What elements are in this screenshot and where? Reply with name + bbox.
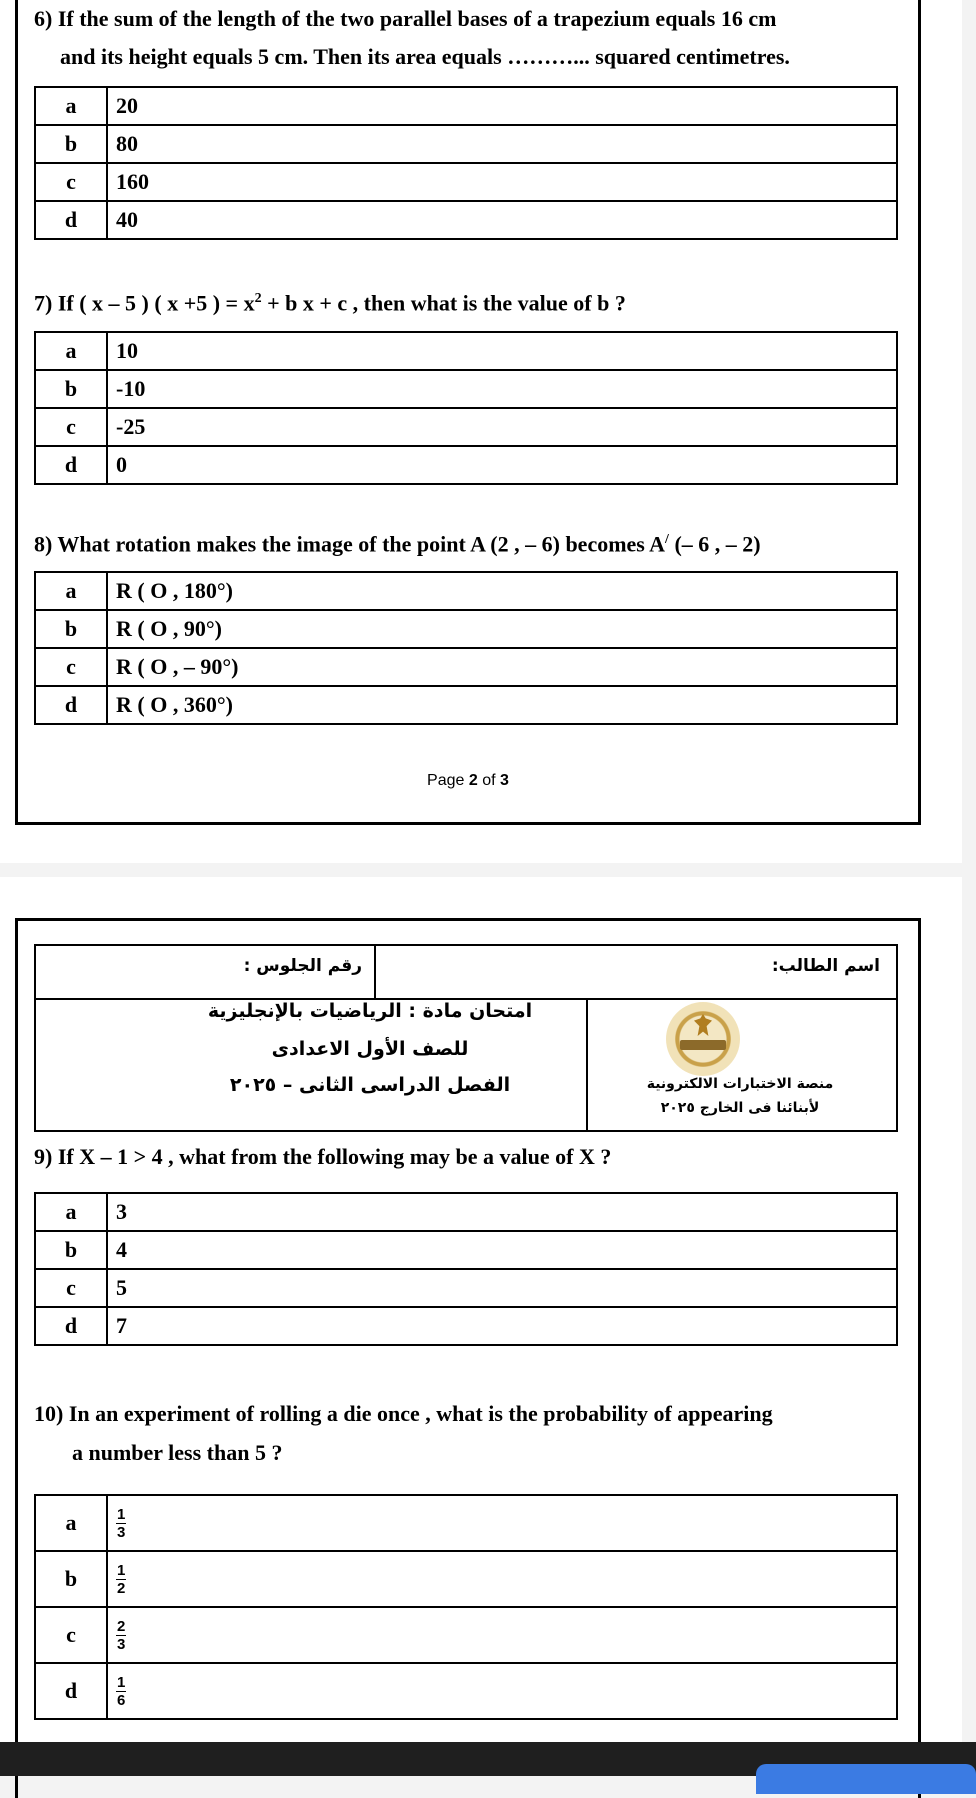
option-letter: b (35, 610, 107, 648)
fraction-denominator: 2 (117, 1579, 126, 1597)
option-letter: b (35, 1231, 107, 1269)
platform-tagline: لأبنائنا فى الخارج ٢٠٢٥ (660, 1100, 820, 1116)
option-fraction (107, 1495, 897, 1551)
question-8-suffix: (– 6 , – 2) (668, 531, 761, 557)
option-text: 80 (107, 125, 897, 163)
option-row[interactable] (35, 201, 897, 239)
option-letter: d (35, 1663, 107, 1719)
exam-grade: للصف الأول الاعدادى (271, 1038, 469, 1060)
option-row[interactable] (35, 1607, 897, 1663)
student-name-label: اسم الطالب: (771, 956, 880, 976)
option-letter: b (35, 370, 107, 408)
option-letter: a (35, 87, 107, 125)
option-fraction (107, 1607, 897, 1663)
option-letter: b (35, 125, 107, 163)
option-row[interactable] (35, 1193, 897, 1231)
header-name-row (36, 946, 896, 1000)
option-letter: d (35, 446, 107, 484)
option-row[interactable] (35, 648, 897, 686)
fraction-denominator: 3 (117, 1523, 126, 1541)
option-fraction (107, 1663, 897, 1719)
option-text: 4 (107, 1231, 897, 1269)
exam-term: الفصل الدراسى الثانى – ٢٠٢٥ (229, 1074, 511, 1096)
question-7 (34, 280, 626, 322)
option-letter: a (35, 1193, 107, 1231)
option-text: 7 (107, 1307, 897, 1345)
question-8-options (34, 571, 898, 725)
option-fraction (107, 1551, 897, 1607)
option-text: R ( O , 90°) (107, 610, 897, 648)
question-10-line1: 10) In an experiment of rolling a die once , what is the probability of appearing (34, 1401, 773, 1426)
page-label: Page (427, 772, 465, 789)
page-of: of (482, 772, 496, 789)
option-text: R ( O , – 90°) (107, 648, 897, 686)
eagle-icon (694, 1014, 712, 1036)
option-row[interactable] (35, 446, 897, 484)
option-row[interactable] (35, 1663, 897, 1719)
option-letter: d (35, 1307, 107, 1345)
option-row[interactable] (35, 686, 897, 724)
option-text: 20 (107, 87, 897, 125)
option-text: R ( O , 360°) (107, 686, 897, 724)
option-row[interactable] (35, 1269, 897, 1307)
option-row[interactable] (35, 1231, 897, 1269)
fraction-numerator: 2 (117, 1617, 126, 1635)
question-7-exponent: 2 (254, 291, 262, 306)
option-row[interactable] (35, 332, 897, 370)
question-7-prefix: 7) If ( x – 5 ) ( x +5 ) = x (34, 290, 255, 316)
option-text: 0 (107, 446, 897, 484)
option-letter: a (35, 572, 107, 610)
option-text: 10 (107, 332, 897, 370)
question-8-prefix: 8) What rotation makes the image of the point A (2 , – 6) becomes A (34, 531, 666, 557)
question-7-options (34, 331, 898, 485)
question-8-prime: / (665, 532, 669, 547)
option-letter: b (35, 1551, 107, 1607)
option-letter: a (35, 332, 107, 370)
option-row[interactable] (35, 1495, 897, 1551)
option-letter: d (35, 686, 107, 724)
option-row[interactable] (35, 87, 897, 125)
fraction-numerator: 1 (117, 1673, 126, 1691)
option-row[interactable] (35, 408, 897, 446)
question-9-options (34, 1192, 898, 1346)
question-10-options (34, 1494, 898, 1720)
question-7-suffix: + b x + c , then what is the value of b ? (261, 290, 626, 316)
option-letter: c (35, 1607, 107, 1663)
option-row[interactable] (35, 1307, 897, 1345)
question-10-line2: a number less than 5 ? (72, 1440, 283, 1465)
option-text: -10 (107, 370, 897, 408)
exam-subject: امتحان مادة : الرياضيات بالإنجليزية (207, 1000, 533, 1022)
option-row[interactable] (35, 610, 897, 648)
seal-band (680, 1040, 726, 1050)
option-letter: c (35, 648, 107, 686)
option-letter: c (35, 1269, 107, 1307)
option-letter: c (35, 163, 107, 201)
page-total: 3 (500, 772, 509, 789)
ministry-seal-icon (666, 1002, 740, 1076)
option-row[interactable] (35, 125, 897, 163)
option-row[interactable] (35, 163, 897, 201)
page-current: 2 (468, 772, 478, 789)
option-text: 3 (107, 1193, 897, 1231)
option-text: 5 (107, 1269, 897, 1307)
option-row[interactable] (35, 370, 897, 408)
option-letter: c (35, 408, 107, 446)
question-6-line2: and its height equals 5 cm. Then its area equals ………... squared centimetres. (60, 44, 790, 69)
viewer-action-button[interactable] (756, 1764, 976, 1794)
fraction-numerator: 1 (117, 1505, 126, 1523)
question-6-options (34, 86, 898, 240)
fraction-denominator: 3 (117, 1635, 126, 1653)
option-text: 40 (107, 201, 897, 239)
question-9: 9) If X – 1 > 4 , what from the following may be a value of X ? (34, 1144, 612, 1169)
fraction-denominator: 6 (117, 1691, 126, 1709)
question-8 (34, 521, 761, 563)
option-row[interactable] (35, 1551, 897, 1607)
page-number (0, 772, 936, 790)
option-letter: d (35, 201, 107, 239)
seat-number-label: رقم الجلوس : (243, 956, 362, 976)
option-text: 160 (107, 163, 897, 201)
fraction-numerator: 1 (117, 1561, 126, 1579)
option-text: -25 (107, 408, 897, 446)
option-row[interactable] (35, 572, 897, 610)
divider (374, 946, 376, 998)
option-letter: a (35, 1495, 107, 1551)
question-6-line1: 6) If the sum of the length of the two parallel bases of a trapezium equals 16 cm (34, 6, 777, 31)
platform-name: منصة الاختبارات الالكترونية (646, 1076, 834, 1092)
option-text: R ( O , 180°) (107, 572, 897, 610)
